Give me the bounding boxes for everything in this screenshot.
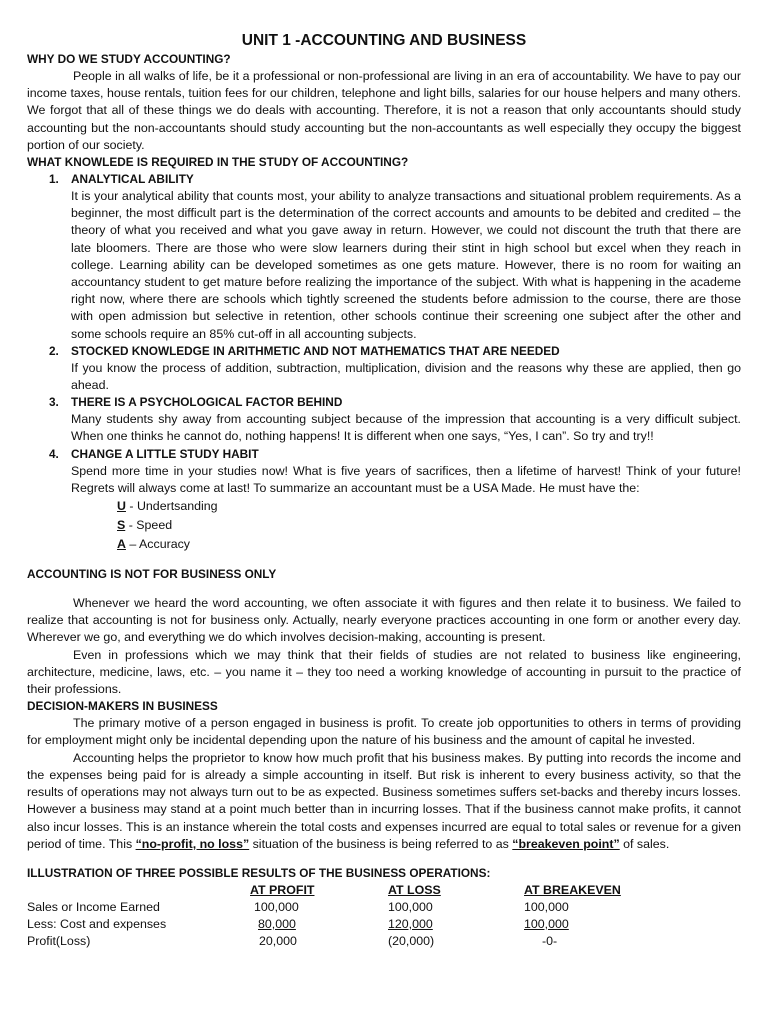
list-item-4 [27,446,741,497]
heading-illustration: ILLUSTRATION OF THREE POSSIBLE RESULTS OF THE BUSINESS OPERATIONS: [27,865,491,880]
results-table [27,882,741,954]
acronym-meaning: – Accuracy [125,537,190,552]
list-item-title: ANALYTICAL ABILITY [71,172,194,187]
text-run: situation of the business is being referred to as [249,836,513,851]
heading-not-for-business-only: ACCOUNTING IS NOT FOR BUSINESS ONLY [27,567,277,582]
list-number: 3. [49,395,59,410]
paragraph-why-study: People in all walks of life, be it a professional or non-professional are living in an era of accountability. We have to pay our income taxes, house rentals, tuition fees for our children, telephone and light bills, salaries for our house helpers and many others. We forgot that all of these things we do deals with accounting. Therefore, it is not a reason that only accountants should study accounting but the non-accountants should study accounting but the non-accountants as well especially they occupy the biggest portion of our society. [27,69,741,152]
usa-item-a [117,535,741,554]
paragraph-not-for-business-2: Even in professions which we may think that their fields of studies are not related to business like engineering, architecture, medicine, laws, etc. – you name it – they too need a working knowledge of accounting in pursuit to the practice of their professions. [27,647,741,697]
page-title: UNIT 1 -ACCOUNTING AND BUSINESS [241,32,527,49]
breakeven-point-term: “breakeven point” [512,836,620,851]
row-label-profit-loss: Profit(Loss) [27,933,91,948]
usa-acronym-list [27,497,741,554]
list-number: 1. [49,172,59,187]
list-item-2 [27,343,741,394]
list-item-title: THERE IS A PSYCHOLOGICAL FACTOR BEHIND [71,395,343,410]
paragraph-not-for-business-1: Whenever we heard the word accounting, we often associate it with figures and then relate it to business. We failed to realize that accounting is not for business only. Actually, nearly everyone practices accounting in one form or another every day. Wherever we go, and everything we do which involves decision-making, accounting is present. [27,596,741,645]
acronym-meaning: - Undertsanding [125,499,218,514]
cell-sales-profit: 100,000 [254,899,299,914]
heading-why-study: WHY DO WE STUDY ACCOUNTING? [27,52,231,66]
list-item-title: STOCKED KNOWLEDGE IN ARITHMETIC AND NOT MATHEMATICS THAT ARE NEEDED [71,343,560,358]
cell-result-breakeven: -0- [542,933,558,948]
text-run: Accounting helps the proprietor to know how much profit that his business makes. By putting into records the income and the expenses being paid for is already a simple accounting in itself. But risk is inherent to every business activity, so that the results of operations may not always turn out to be as expected. Business sometimes suffers set-backs and thereby incurs losses. However a business may stand at a point much better than in incurring losses. That if the business cannot make profits, it cannot also incur losses. This is an instance wherein the total costs and expenses incurred are equal to total sales or revenue for a given period of time. This [27,750,741,851]
no-profit-no-loss-term: “no-profit, no loss” [135,836,250,851]
list-item-text: It is your analytical ability that counts most, your ability to analyze transactions and situational problem requirements. As a beginner, the most difficult part is the determination of the correct accounts and amounts to be debited and credited – the theory of what you received and what you gave away in return. However, we could not discount the truth that there are late bloomers. There are those who were slow learners during their stint in high school but excel when they reach in college. Learning ability can be developed sometimes as one gets mature. However, there is no room for waiting an accountancy student to get mature before realizing the importance of the subject. With what is happening in the academe right now, where there are schools which tightly screened the students before admission to the course, there are those with open admission but selective in retention, other schools continue their screening one subject after the other and some schools require an 85% cut-off in all accounting subjects. [71,189,741,341]
column-header-at-profit: AT PROFIT [250,882,315,897]
row-label-cost: Less: Cost and expenses [27,916,167,931]
column-header-at-loss: AT LOSS [388,882,441,897]
usa-item-u [117,497,741,516]
cell-cost-breakeven: 100,000 [524,916,569,931]
heading-decision-makers: DECISION-MAKERS IN BUSINESS [27,699,218,714]
paragraph-decision-2 [27,750,741,853]
acronym-meaning: - Speed [125,518,173,533]
cell-sales-loss: 100,000 [388,899,433,914]
list-number: 4. [49,446,59,461]
acronym-letter: A [117,537,126,552]
acronym-letter: S [117,518,126,533]
usa-item-s [117,516,741,535]
row-label-sales: Sales or Income Earned [27,899,160,914]
column-header-at-breakeven: AT BREAKEVEN [524,882,621,897]
heading-knowledge-required: WHAT KNOWLEDE IS REQUIRED IN THE STUDY OF ACCOUNTING? [27,155,409,170]
list-item-text: Spend more time in your studies now! What is five years of sacrifices, then a lifetime of harvest! Think of your future! Regrets will always come at last! To summarize an accountant must be a USA Made. He must have the: [71,463,741,495]
paragraph-decision-1: The primary motive of a person engaged in business is profit. To create job opportunities to others in terms of providing for employment might only be incidental depending upon the nature of his business and the amount of capital he invested. [27,716,741,748]
cell-cost-loss: 120,000 [388,916,433,931]
text-run: of sales. [619,836,670,851]
list-item-1 [27,171,741,343]
list-item-text: Many students shy away from accounting subject because of the impression that accounting is a very difficult subject. When one thinks he cannot do, nothing happens! It is different when one says, “Yes, I can”. So try and try!! [71,412,741,444]
cell-sales-breakeven: 100,000 [524,899,569,914]
list-item-text: If you know the process of addition, subtraction, multiplication, division and the reasons why these are applied, then go ahead. [71,360,741,393]
acronym-letter: U [117,499,126,514]
cell-result-profit: 20,000 [259,933,297,948]
cell-result-loss: (20,000) [388,933,435,948]
list-number: 2. [49,343,59,358]
cell-cost-profit: 80,000 [258,916,296,931]
list-item-title: CHANGE A LITTLE STUDY HABIT [71,446,259,461]
list-item-3 [27,394,741,445]
